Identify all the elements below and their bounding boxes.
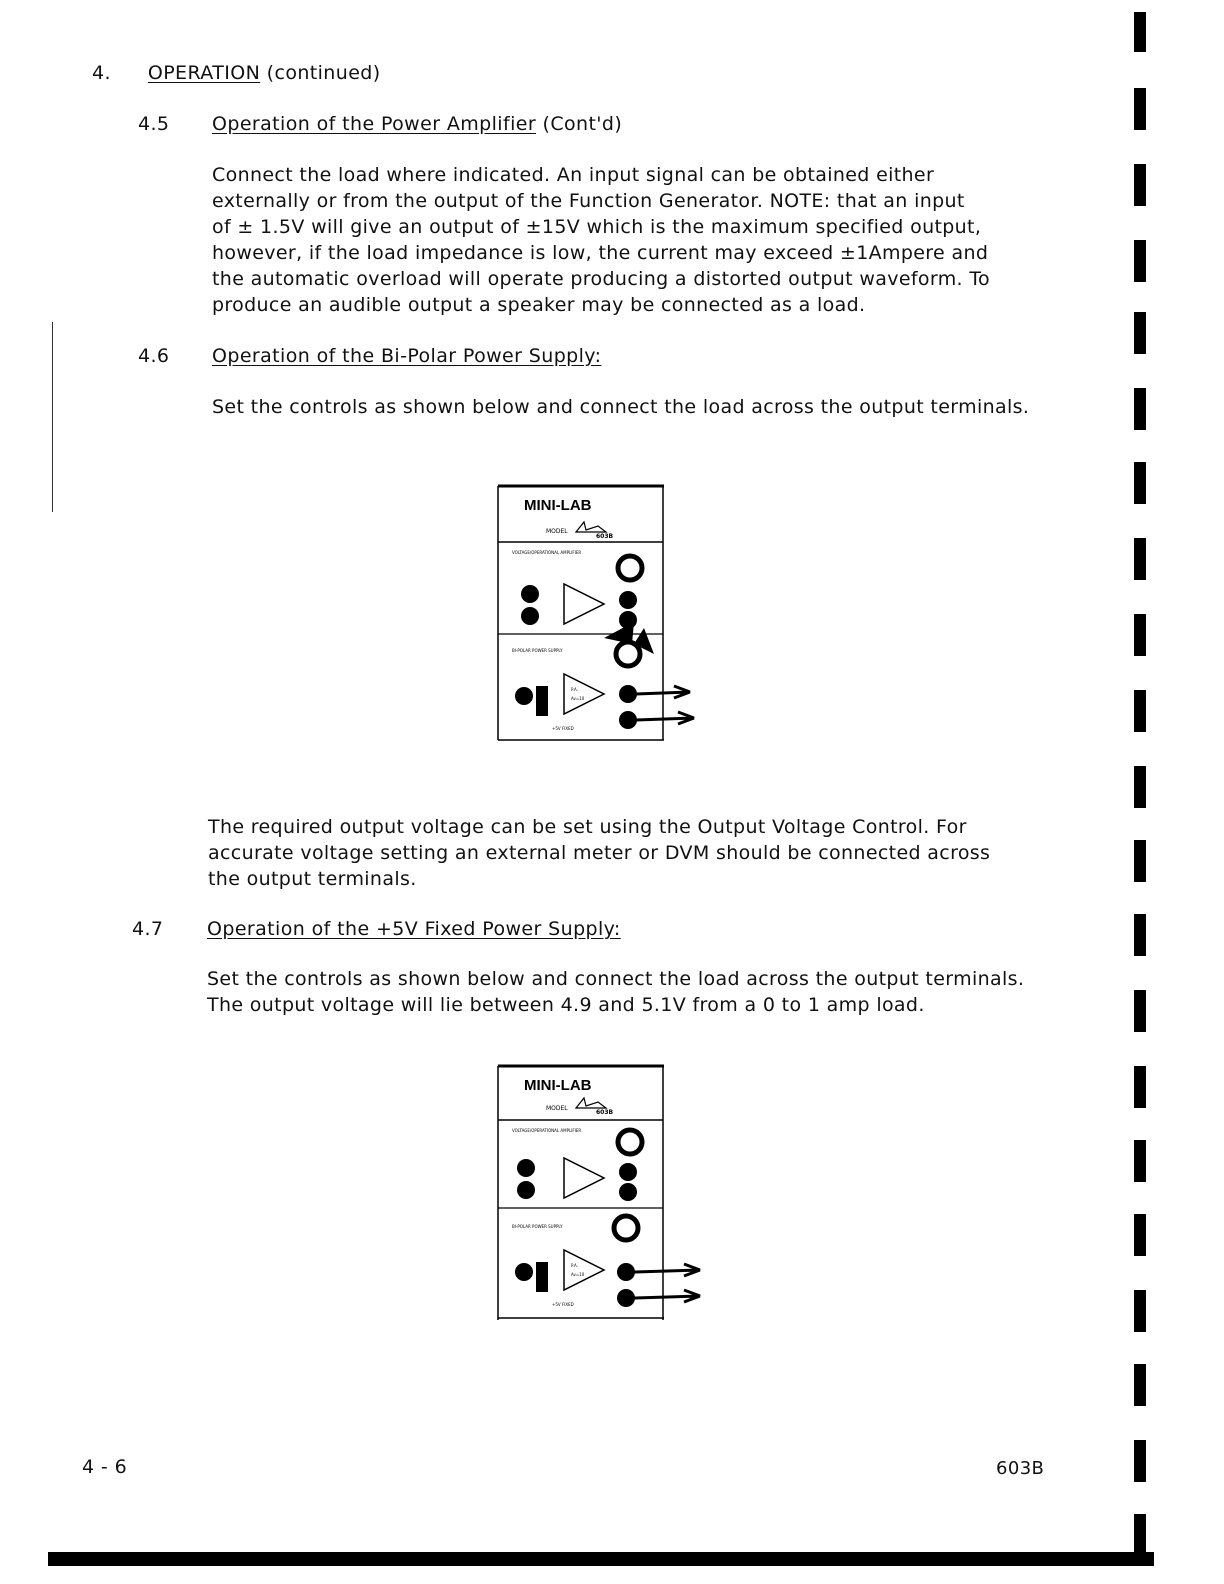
binder-mark	[1134, 164, 1146, 206]
panel-pa-label: P.A.	[571, 1263, 578, 1268]
panel-brand: MINI-LAB	[524, 497, 592, 514]
output-arrow-icon	[634, 1264, 700, 1276]
text-line: externally or from the output of the Function Generator. NOTE: that an input	[212, 190, 965, 212]
binder-mark	[1134, 1364, 1146, 1406]
terminal-icon	[617, 1263, 635, 1281]
binder-mark	[1134, 312, 1146, 354]
panel-model-label: MODEL	[546, 528, 568, 535]
panel-amp-label: VOLTAGE/OPERATIONAL AMPLIFIER	[512, 1128, 582, 1133]
panel-model-number: 603B	[596, 1109, 614, 1116]
footer-model: 603B	[996, 1458, 1045, 1479]
terminal-icon	[515, 687, 533, 705]
gain-knob-icon	[618, 556, 642, 580]
section-heading	[92, 62, 381, 84]
binder-mark	[1134, 538, 1146, 580]
bottom-edge-bar	[48, 1552, 1154, 1566]
text-line: The output voltage will lie between 4.9 and 5.1V from a 0 to 1 amp load.	[207, 994, 925, 1016]
text-line: Set the controls as shown below and connect the load across the output terminals.	[212, 396, 1030, 418]
terminal-icon	[515, 1263, 533, 1281]
switch-icon	[536, 686, 548, 716]
terminal-icon	[619, 1183, 637, 1201]
mini-lab-panel-diagram-fixed	[494, 1058, 714, 1328]
paragraph-bipolar-intro	[212, 394, 1029, 420]
text-line: the output terminals.	[208, 868, 417, 890]
terminal-icon	[619, 685, 637, 703]
binder-mark	[1134, 1214, 1146, 1256]
terminal-icon	[517, 1181, 535, 1199]
subsection-number: 4.6	[138, 345, 170, 367]
panel-brand: MINI-LAB	[524, 1077, 592, 1094]
panel-supply-label: BI-POLAR POWER SUPPLY	[512, 1224, 563, 1229]
panel-gain-label: Av=10	[571, 1272, 585, 1277]
binder-mark	[1134, 12, 1146, 52]
text-line: Set the controls as shown below and connect the load across the output terminals.	[207, 968, 1025, 990]
voltage-knob-icon	[614, 1216, 638, 1240]
paragraph-fixed-supply	[207, 966, 1024, 1018]
panel-fixed-label: +5V FIXED	[552, 726, 574, 731]
binder-mark	[1134, 990, 1146, 1032]
gain-knob-icon	[618, 1130, 642, 1154]
terminal-icon	[521, 585, 539, 603]
section-title: OPERATION	[147, 62, 261, 84]
paragraph-bipolar-after	[208, 814, 990, 892]
paragraph-power-amplifier	[212, 162, 990, 318]
text-line: produce an audible output a speaker may be connected as a load.	[212, 294, 866, 316]
subsection-title: Operation of the Power Amplifier	[212, 113, 537, 135]
panel-fixed-label: +5V FIXED	[552, 1302, 574, 1307]
panel-supply-label: BI-POLAR POWER SUPPLY	[512, 648, 563, 653]
panel-amp-label: VOLTAGE/OPERATIONAL AMPLIFIER	[512, 550, 582, 555]
binder-mark	[1134, 1140, 1146, 1182]
subsection-heading	[212, 113, 622, 135]
output-arrow-icon	[636, 712, 694, 724]
text-line: of ± 1.5V will give an output of ±15V which is the maximum specified output,	[212, 216, 982, 238]
terminal-icon	[517, 1159, 535, 1177]
terminal-icon	[619, 711, 637, 729]
binder-mark	[1134, 388, 1146, 430]
binder-mark	[1134, 690, 1146, 732]
output-arrow-icon	[634, 1290, 700, 1302]
binder-mark	[1134, 1066, 1146, 1108]
subsection-title: Operation of the +5V Fixed Power Supply:	[207, 918, 621, 940]
op-amp-triangle-icon	[564, 584, 604, 624]
panel-gain-label: Av=10	[571, 696, 585, 701]
binder-mark	[1134, 1440, 1146, 1482]
text-line: however, if the load impedance is low, the current may exceed ±1Ampere and	[212, 242, 989, 264]
switch-icon	[536, 1262, 548, 1292]
op-amp-triangle-icon	[564, 1158, 604, 1198]
binder-mark	[1134, 914, 1146, 956]
power-amp-triangle-icon	[564, 674, 604, 714]
adjust-arrows-icon	[604, 622, 654, 654]
section-number: 4.	[92, 62, 111, 84]
section-suffix: (continued)	[266, 62, 381, 84]
binder-mark	[1134, 1290, 1146, 1332]
text-line: Connect the load where indicated. An input signal can be obtained either	[212, 164, 935, 186]
subsection-title: Operation of the Bi-Polar Power Supply:	[212, 345, 602, 367]
text-line: The required output voltage can be set using the Output Voltage Control. For	[208, 816, 967, 838]
terminal-icon	[521, 607, 539, 625]
panel-pa-label: P.A.	[571, 687, 578, 692]
panel-model-label: MODEL	[546, 1105, 568, 1112]
mini-lab-panel-diagram-bipolar	[494, 478, 714, 748]
terminal-icon	[617, 1289, 635, 1307]
page-number: 4 - 6	[82, 1456, 128, 1478]
subsection-suffix: (Cont'd)	[542, 113, 623, 135]
subsection-number: 4.5	[138, 113, 170, 135]
binder-mark	[1134, 88, 1146, 130]
binder-mark	[1134, 840, 1146, 882]
subsection-number: 4.7	[132, 918, 164, 940]
panel-model-number: 603B	[596, 533, 614, 540]
binder-mark	[1134, 766, 1146, 808]
text-line: accurate voltage setting an external meter or DVM should be connected across	[208, 842, 991, 864]
terminal-icon	[619, 1163, 637, 1181]
margin-line	[52, 322, 53, 512]
binder-mark	[1134, 462, 1146, 504]
text-line: the automatic overload will operate producing a distorted output waveform. To	[212, 268, 991, 290]
voltage-knob-icon	[616, 642, 640, 666]
binder-mark	[1134, 240, 1146, 282]
logo-icon	[576, 1098, 606, 1108]
power-amp-triangle-icon	[564, 1250, 604, 1290]
logo-icon	[576, 522, 606, 532]
binder-mark	[1134, 614, 1146, 656]
terminal-icon	[619, 591, 637, 609]
